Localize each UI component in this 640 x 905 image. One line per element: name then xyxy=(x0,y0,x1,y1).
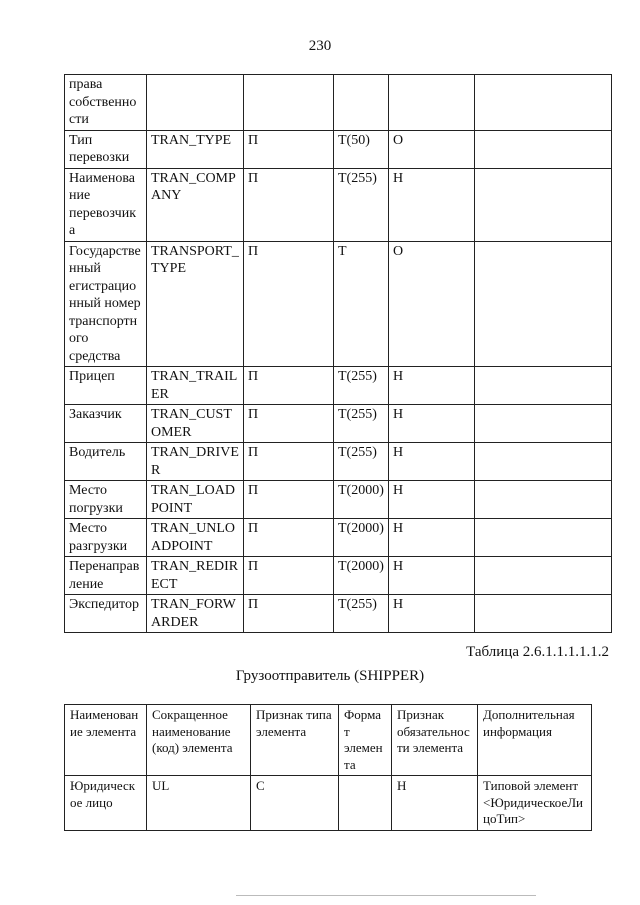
required-cell xyxy=(389,75,475,131)
element-name-cell: Наименование перевозчика xyxy=(65,168,147,241)
header-format: Формат элемента xyxy=(339,705,392,776)
element-name-cell: Прицеп xyxy=(65,367,147,405)
element-code-cell: TRANSPORT_TYPE xyxy=(147,241,244,367)
table-row xyxy=(65,595,612,633)
additional-info-cell xyxy=(475,481,612,519)
additional-info-cell: Типовой элемент <ЮридическоеЛицоТип> xyxy=(478,776,592,831)
type-sign-cell: С xyxy=(251,776,339,831)
required-cell: О xyxy=(389,241,475,367)
required-cell: Н xyxy=(389,367,475,405)
table-row xyxy=(65,367,612,405)
type-sign-cell: П xyxy=(244,241,334,367)
table-row xyxy=(65,443,612,481)
required-cell: Н xyxy=(389,481,475,519)
required-cell: Н xyxy=(389,405,475,443)
required-cell: Н xyxy=(389,443,475,481)
additional-info-cell xyxy=(475,405,612,443)
element-code-cell xyxy=(147,75,244,131)
table-row xyxy=(65,241,612,367)
element-name-cell: Место погрузки xyxy=(65,481,147,519)
element-code-cell: TRAN_COMPANY xyxy=(147,168,244,241)
type-sign-cell: П xyxy=(244,595,334,633)
table-title: Грузоотправитель (SHIPPER) xyxy=(235,668,425,684)
element-name-cell: Тип перевозки xyxy=(65,130,147,168)
header-type-sign: Признак типа элемента xyxy=(251,705,339,776)
element-name-cell: Перенаправление xyxy=(65,557,147,595)
format-cell xyxy=(334,75,389,131)
required-cell: Н xyxy=(389,595,475,633)
element-code-cell: TRAN_TRAILER xyxy=(147,367,244,405)
element-name-cell: Государственный егистрационный номер транспортного средства xyxy=(65,241,147,367)
table-row xyxy=(65,168,612,241)
required-cell: Н xyxy=(389,557,475,595)
type-sign-cell xyxy=(244,75,334,131)
format-cell: T(2000) xyxy=(334,481,389,519)
format-cell: T(255) xyxy=(334,443,389,481)
additional-info-cell xyxy=(475,75,612,131)
element-name-cell: Место разгрузки xyxy=(65,519,147,557)
header-short-name: Сокращенное наименование (код) элемента xyxy=(147,705,251,776)
element-name-cell: Экспедитор xyxy=(65,595,147,633)
type-sign-cell: П xyxy=(244,443,334,481)
type-sign-cell: П xyxy=(244,168,334,241)
required-cell: О xyxy=(389,130,475,168)
element-name-cell: Заказчик xyxy=(65,405,147,443)
element-code-cell: TRAN_LOADPOINT xyxy=(147,481,244,519)
element-code-cell: UL xyxy=(147,776,251,831)
additional-info-cell xyxy=(475,241,612,367)
table-header-row xyxy=(65,705,592,776)
additional-info-cell xyxy=(475,367,612,405)
additional-info-cell xyxy=(475,557,612,595)
additional-info-cell xyxy=(475,443,612,481)
format-cell: T(255) xyxy=(334,405,389,443)
type-sign-cell: П xyxy=(244,130,334,168)
table-row xyxy=(65,776,592,831)
format-cell: T(2000) xyxy=(334,519,389,557)
additional-info-cell xyxy=(475,168,612,241)
element-code-cell: TRAN_DRIVER xyxy=(147,443,244,481)
type-sign-cell: П xyxy=(244,367,334,405)
type-sign-cell: П xyxy=(244,405,334,443)
header-required: Признак обязательности элемента xyxy=(392,705,478,776)
table-row xyxy=(65,405,612,443)
page-bottom-edge xyxy=(236,895,536,896)
additional-info-cell xyxy=(475,595,612,633)
element-name-cell: Юридическое лицо xyxy=(65,776,147,831)
type-sign-cell: П xyxy=(244,481,334,519)
format-cell: T(255) xyxy=(334,595,389,633)
table-row xyxy=(65,519,612,557)
required-cell: Н xyxy=(389,519,475,557)
table-row xyxy=(65,481,612,519)
format-cell: T(255) xyxy=(334,367,389,405)
element-name-cell: права собственности xyxy=(65,75,147,131)
element-code-cell: TRAN_TYPE xyxy=(147,130,244,168)
header-additional-info: Дополнительная информация xyxy=(478,705,592,776)
format-cell: T(255) xyxy=(334,168,389,241)
table-row xyxy=(65,75,612,131)
required-cell: Н xyxy=(389,168,475,241)
continued-elements-table xyxy=(64,74,612,633)
element-name-cell: Водитель xyxy=(65,443,147,481)
table-row xyxy=(65,557,612,595)
table-row xyxy=(65,130,612,168)
format-cell: T(2000) xyxy=(334,557,389,595)
header-element-name: Наименование элемента xyxy=(65,705,147,776)
type-sign-cell: П xyxy=(244,557,334,595)
shipper-elements-table xyxy=(64,704,592,831)
format-cell xyxy=(339,776,392,831)
additional-info-cell xyxy=(475,130,612,168)
element-code-cell: TRAN_UNLOADPOINT xyxy=(147,519,244,557)
table-number: Таблица 2.6.1.1.1.1.1.2 xyxy=(466,644,609,660)
required-cell: Н xyxy=(392,776,478,831)
format-cell: T xyxy=(334,241,389,367)
type-sign-cell: П xyxy=(244,519,334,557)
element-code-cell: TRAN_CUSTOMER xyxy=(147,405,244,443)
additional-info-cell xyxy=(475,519,612,557)
element-code-cell: TRAN_REDIRECT xyxy=(147,557,244,595)
page-number: 230 xyxy=(308,38,332,54)
format-cell: T(50) xyxy=(334,130,389,168)
element-code-cell: TRAN_FORWARDER xyxy=(147,595,244,633)
